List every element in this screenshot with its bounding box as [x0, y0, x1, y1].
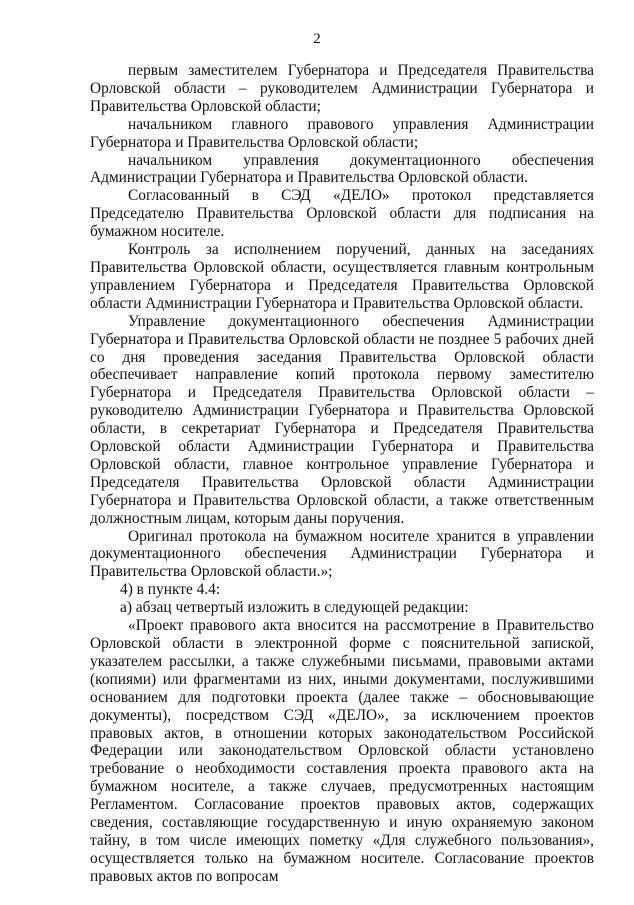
paragraph: Согласованный в СЭД «ДЕЛО» протокол представляется Председателю Правительства Орловской области для подписания на бумажном носителе.	[90, 187, 594, 241]
document-body	[90, 62, 594, 886]
paragraph: начальником главного правового управления Администрации Губернатора и Правительства Орловской области;	[90, 115, 594, 151]
paragraph: а) абзац четвертый изложить в следующей редакции:	[120, 599, 469, 617]
page-number: 2	[313, 31, 321, 47]
paragraph: «Проект правового акта вносится на рассмотрение в Правительство Орловской области в электронной форме с пояснительной запиской, указателем рассылки, а также служебными письмами, правовыми актами (копиями) или фрагментами из них, иными документами, послужившими основанием для подготовки проекта (далее также – обосновывающие документы), посредством СЭД «ДЕЛО», за исключением проектов правовых актов, в отношении которых законодательством Российской Федерации или законодательством Орловской области установлено требование о необходимости составления проекта правового акта на бумажном носителе, а также случаев, предусмотренных настоящим Регламентом. Согласование проектов правовых актов, содержащих сведения, составляющие государственную и иную охраняемую законом тайну, в том числе имеющих пометку «Для служебного пользования», осуществляется только на бумажном носителе. Согласование проектов правовых актов по вопросам	[90, 617, 594, 885]
paragraph: первым заместителем Губернатора и Председателя Правительства Орловской области – руководителем Администрации Губернатора и Правительства Орловской области;	[90, 62, 594, 115]
paragraph: 4) в пункте 4.4:	[120, 581, 221, 599]
paragraph: начальником управления документационного обеспечения Администрации Губернатора и Правительства Орловской области.	[90, 151, 594, 187]
paragraph: Управление документационного обеспечения Администрации Губернатора и Правительства Орловской области не позднее 5 рабочих дней со дня проведения заседания Правительства Орловской области обеспечивает направление копий протокола первому заместителю Губернатора и Председателя Правительства Орловской области – руководителю Администрации Губернатора и Правительства Орловской области, в секретариат Губернатора и Председателя Правительства Орловской области Администрации Губернатора и Правительства Орловской области, главное контрольное управление Губернатора и Председателя Правительства Орловской области Администрации Губернатора и Правительства Орловской области, а также ответственным должностным лицам, которым даны поручения.	[90, 312, 594, 527]
paragraph: Оригинал протокола на бумажном носителе хранится в управлении документационного обеспечения Администрации Губернатора и Правительства Орловской области.»;	[90, 527, 594, 581]
paragraph: Контроль за исполнением поручений, данных на заседаниях Правительства Орловской области, осуществляется главным контрольным управлением Губернатора и Председателя Правительства Орловской области Администрации Губернатора и Правительства Орловской области.	[90, 241, 594, 312]
